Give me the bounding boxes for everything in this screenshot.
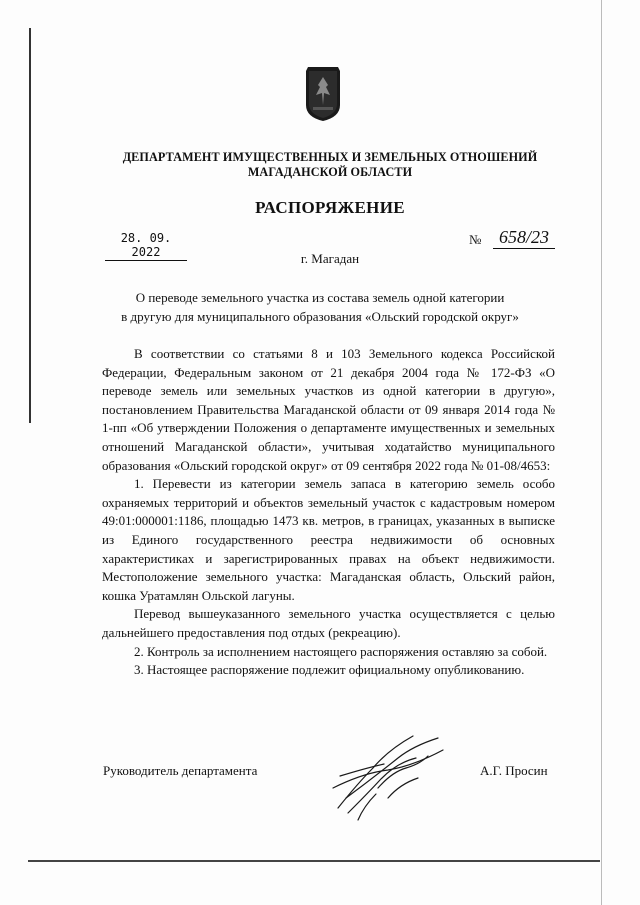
- scan-border-bottom: [28, 860, 600, 862]
- document-subject: [100, 288, 540, 326]
- body-paragraph-purpose: Перевод вышеуказанного земельного участка осуществляется с целью дальнейшего предоставления под отдых (рекреацию).: [102, 606, 555, 640]
- document-number: 658/23: [493, 227, 555, 249]
- signatory-name: А.Г. Просин: [480, 763, 548, 778]
- subject-line2: в другую для муниципального образования «Ольский городской округ»: [121, 309, 519, 324]
- body-paragraph-item-2: 2. Контроль за исполнением настоящего распоряжения оставляю за собой.: [134, 643, 548, 659]
- number-label: №: [469, 232, 482, 247]
- document-type: РАСПОРЯЖЕНИЕ: [255, 198, 405, 217]
- document-body: [102, 345, 555, 680]
- handwritten-signature: [318, 728, 458, 823]
- body-paragraph-preamble: В соответствии со статьями 8 и 103 Земельного кодекса Российской Федерации, Федеральным законом от 21 декабря 2004 года № 172-ФЗ «О переводе земель или земельных участков из одной категории в другую», постановлением Правительства Магаданской области от 09 января 2014 года № 1-пп «Об утверждении Положения о департаменте имущественных и земельных отношений Магаданской области», учитывая ходатайство муниципального образования «Ольский городской округ» от 09 сентября 2022 года № 01-08/4653:: [102, 346, 555, 473]
- document-date: 28. 09. 2022: [105, 231, 187, 261]
- body-paragraph-item-1: 1. Перевести из категории земель запаса в категорию земель особо охраняемых территорий и объектов земельный участок с кадастровым номером 49:01:000001:1186, площадью 1473 кв. метров, в границах, указанных в выписке из Единого государственного реестра недвижимости об основных характеристиках и зарегистрированных правах на объект недвижимости. Местоположение земельного участка: Магаданская область, Ольский район, кошка Уратамлян Ольской лагуны.: [102, 476, 555, 603]
- coat-of-arms-icon: [302, 65, 344, 123]
- department-name-line2: МАГАДАНСКОЙ ОБЛАСТИ: [247, 165, 413, 179]
- signatory-title: Руководитель департамента: [103, 763, 258, 778]
- scan-border-right: [601, 0, 602, 905]
- subject-line1: О переводе земельного участка из состава земель одной категории: [135, 290, 505, 305]
- scan-border-left: [29, 28, 31, 423]
- body-paragraph-item-3: 3. Настоящее распоряжение подлежит официальному опубликованию.: [134, 662, 525, 678]
- document-city: г. Магадан: [300, 251, 360, 266]
- department-name-line1: ДЕПАРТАМЕНТ ИМУЩЕСТВЕННЫХ И ЗЕМЕЛЬНЫХ ОТНОШЕНИЙ: [122, 150, 538, 164]
